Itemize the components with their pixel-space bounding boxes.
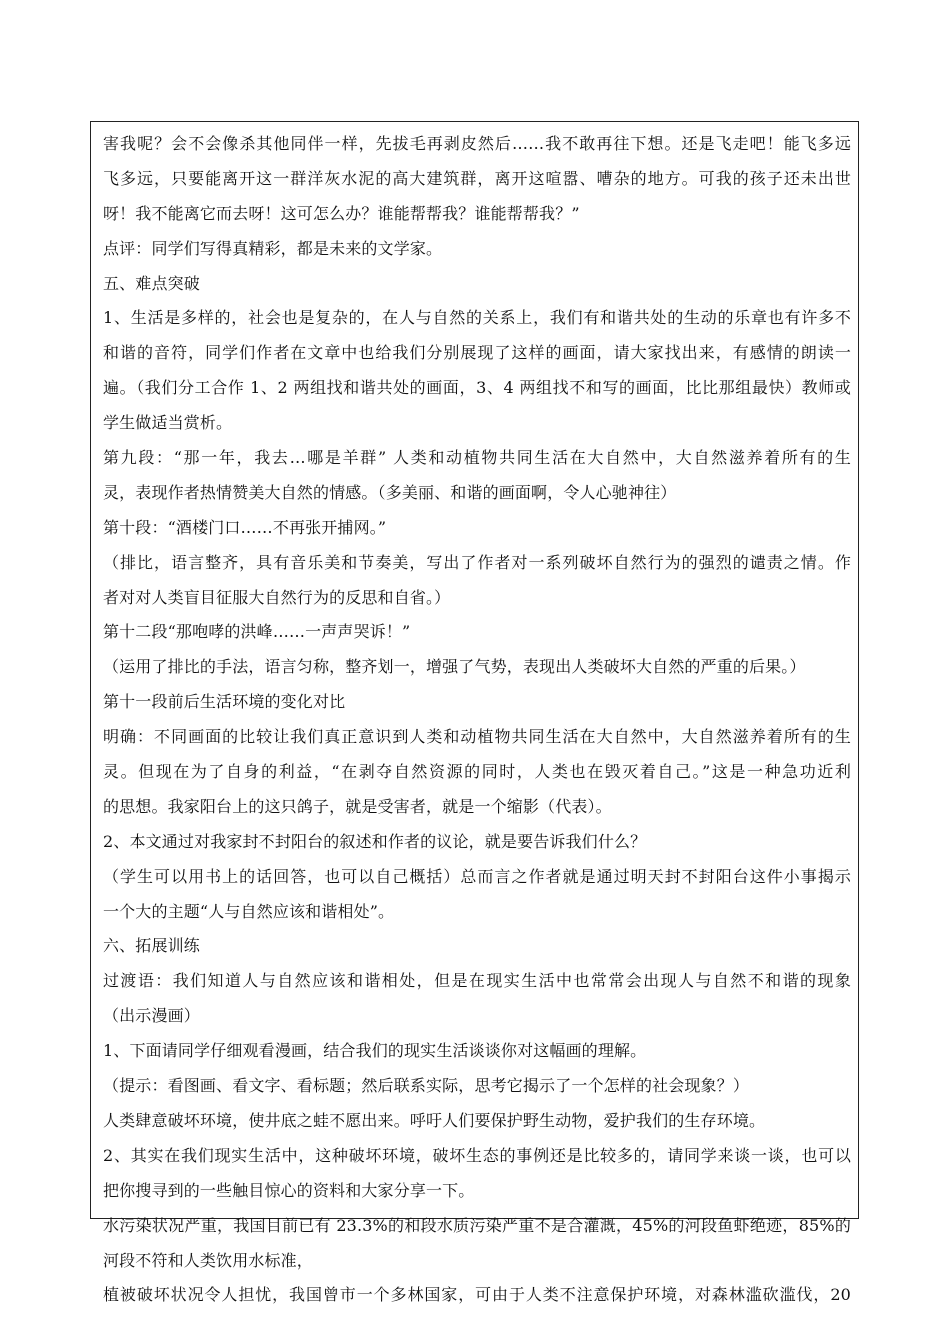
text-line: 灵。但现在为了自身的利益，“在剥夺自然资源的同时，人类也在毁灭着自己。”这是一种急功近利: [103, 762, 851, 782]
text-line: 五、难点突破: [103, 273, 200, 293]
text-line: 六、拓展训练: [103, 936, 200, 956]
text-line: 第十二段“那咆哮的洪峰……一声声哭诉！”: [103, 622, 411, 642]
text-line: 2、其实在我们现实生活中，这种破坏环境，破坏生态的事例还是比较多的，请同学来谈一谈，也可以: [103, 1145, 851, 1165]
text-line: （提示：看图画、看文字、看标题；然后联系实际，思考它揭示了一个怎样的社会现象？）: [103, 1076, 750, 1096]
text-line: 把你搜寻到的一些触目惊心的资料和大家分享一下。: [103, 1180, 475, 1200]
text-line: 水污染状况严重，我国目前已有 23.3%的和段水质污染严重不是合灌溉，45%的河段鱼虾绝迹，85%的: [103, 1215, 851, 1235]
text-line: 灵，表现作者热情赞美大自然的情感。（多美丽、和谐的画面啊，令人心驰神往）: [103, 482, 677, 502]
text-line: （排比，语言整齐，具有音乐美和节奏美，写出了作者对一系列破坏自然行为的强烈的谴责之情。作: [103, 552, 851, 572]
text-line: 1、下面请同学仔细观看漫画，结合我们的现实生活谈谈你对这幅画的理解。: [103, 1041, 647, 1061]
text-line: 遍。（我们分工合作 1、2 两组找和谐共处的画面，3、4 两组找不和写的画面，比比那组最快）教师或: [103, 378, 851, 398]
text-line: 一个大的主题“人与自然应该和谐相处”。: [103, 901, 395, 921]
text-line: 第十一段前后生活环境的变化对比: [103, 692, 346, 712]
lesson-plan-text: [103, 127, 851, 1313]
text-line: （出示漫画）: [103, 1006, 200, 1026]
text-line: 过渡语：我们知道人与自然应该和谐相处，但是在现实生活中也常常会出现人与自然不和谐的现象: [103, 971, 851, 991]
text-line: （运用了排比的手法，语言匀称，整齐划一，增强了气势，表现出人类破坏大自然的严重的后果。）: [103, 657, 806, 677]
text-line: 和谐的音符，同学们作者在文章中也给我们分别展现了这样的画面，请大家找出来，有感情的朗读一: [103, 343, 851, 363]
text-line: 河段不符和人类饮用水标准，: [103, 1250, 313, 1270]
text-line: 飞多远，只要能离开这一群洋灰水泥的高大建筑群，离开这喧嚣、嘈杂的地方。可我的孩子还未出世: [103, 168, 851, 188]
text-line: 2、本文通过对我家封不封阳台的叙述和作者的议论，就是要告诉我们什么？: [103, 831, 647, 851]
text-line: 者对对人类盲目征服大自然行为的反思和自省。）: [103, 587, 451, 607]
text-line: 第九段：“那一年，我去…哪是羊群” 人类和动植物共同生活在大自然中，大自然滋养着所有的生: [103, 448, 851, 468]
text-line: 植被破坏状况令人担忧，我国曾市一个多林国家，可由于人类不注意保护环境，对森林滥砍滥伐，20: [103, 1285, 851, 1305]
text-line: 第十段：“酒楼门口……不再张开捕网。”: [103, 517, 387, 537]
text-line: 点评：同学们写得真精彩，都是未来的文学家。: [103, 238, 443, 258]
text-line: 明确：不同画面的比较让我们真正意识到人类和动植物共同生活在大自然中，大自然滋养着所有的生: [103, 727, 851, 747]
text-line: 的思想。我家阳台上的这只鸽子，就是受害者，就是一个缩影（代表）。: [103, 796, 612, 816]
text-line: 1、生活是多样的，社会也是复杂的，在人与自然的关系上，我们有和谐共处的生动的乐章也有许多不: [103, 308, 851, 328]
text-line: 学生做适当赏析。: [103, 413, 233, 433]
text-line: （学生可以用书上的话回答，也可以自己概括）总而言之作者就是通过明天封不封阳台这件小事揭示: [103, 866, 851, 886]
text-line: 害我呢？会不会像杀其他同伴一样，先拔毛再剥皮然后……我不敢再往下想。还是飞走吧！能飞多远: [103, 134, 851, 153]
text-line: 呀！我不能离它而去呀！这可怎么办？谁能帮帮我？谁能帮帮我？”: [103, 203, 580, 223]
text-line: 人类肆意破坏环境，使井底之蛙不愿出来。呼吁人们要保护野生动物，爱护我们的生存环境。: [103, 1110, 766, 1130]
